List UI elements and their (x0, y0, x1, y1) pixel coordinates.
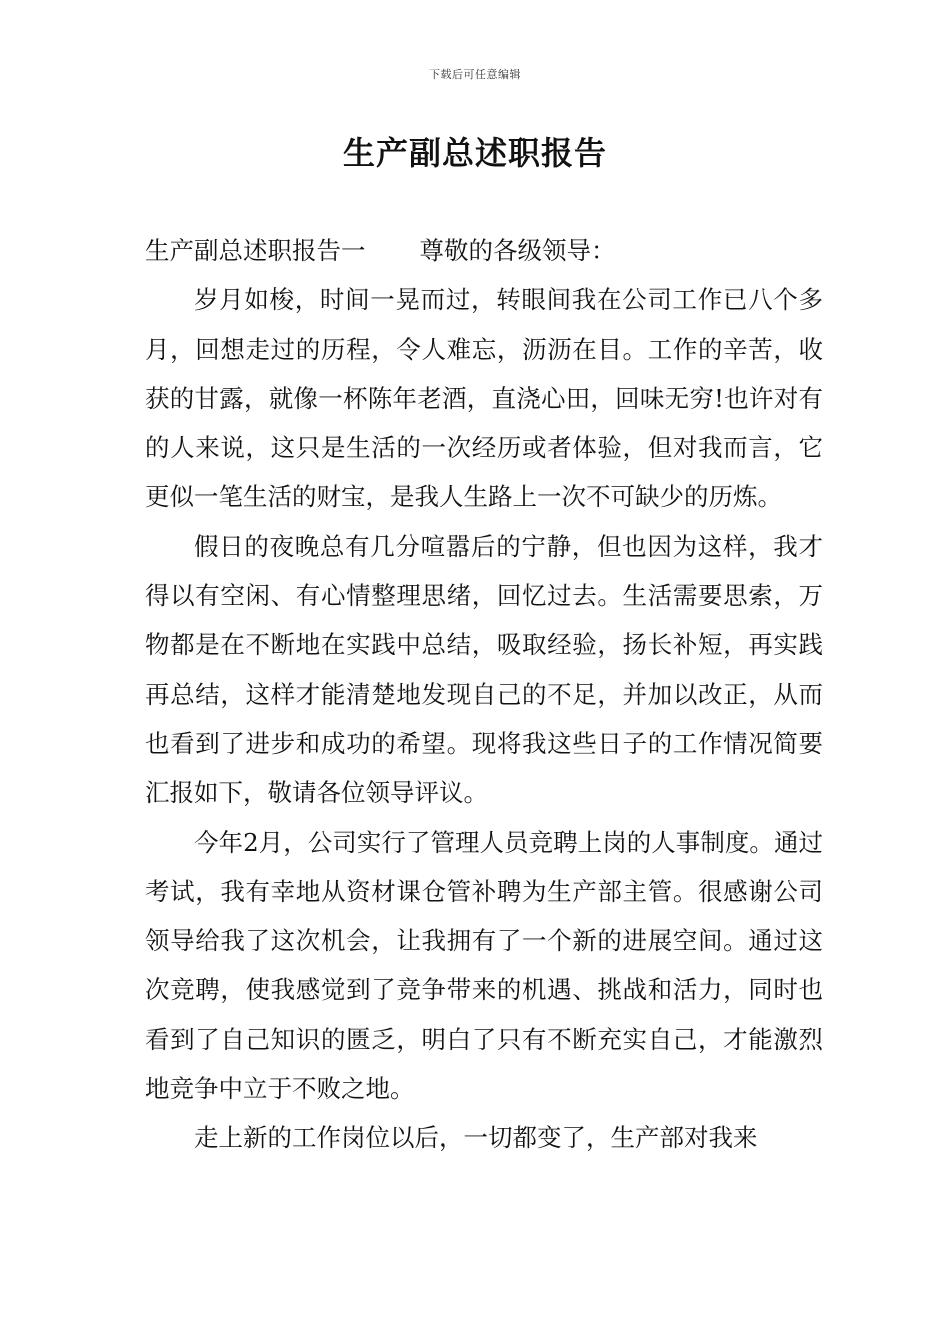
document-title: 生产副总述职报告 (342, 134, 607, 172)
paragraph-2: 假日的夜晚总有几分喧嚣后的宁静，但也因为这样，我才得以有空闲、有心情整理思绪，回忆过去。生活需要思索，万物都是在不断地在实践中总结，吸取经验，扬长补短，再实践再总结，这样才能清楚地发现自己的不足，并加以改正，从而也看到了进步和成功的希望。现将我这些日子的工作情况简要汇报如下，敬请各位领导评议。 (145, 531, 823, 808)
section-label: 生产副总述职报告一 (145, 236, 366, 265)
paragraph-3: 今年2月，公司实行了管理人员竞聘上岗的人事制度。通过考试，我有幸地从资材课仓管补聘为生产部主管。很感谢公司领导给我了这次机会，让我拥有了一个新的进展空间。通过这次竞聘，使我感觉到了竞争带来的机遇、挑战和活力，同时也看到了自己知识的匮乏，明白了只有不断充实自己，才能激烈地竞争中立于不败之地。 (145, 827, 823, 1104)
paragraph-1: 岁月如梭，时间一晃而过，转眼间我在公司工作已八个多月，回想走过的历程，令人难忘，沥沥在目。工作的辛苦，收获的甘露，就像一杯陈年老酒，直浇心田，回味无穷!也许对有的人来说，这只是生活的一次经历或者体验，但对我而言，它更似一笔生活的财宝，是我人生路上一次不可缺少的历炼。 (145, 285, 823, 512)
salutation: 尊敬的各级领导： (419, 236, 616, 265)
paragraph-4: 走上新的工作岗位以后，一切都变了，生产部对我来 (194, 1123, 758, 1153)
document-body (145, 226, 823, 1163)
header-note: 下载后可任意编辑 (429, 68, 521, 81)
opening-line (145, 226, 823, 275)
